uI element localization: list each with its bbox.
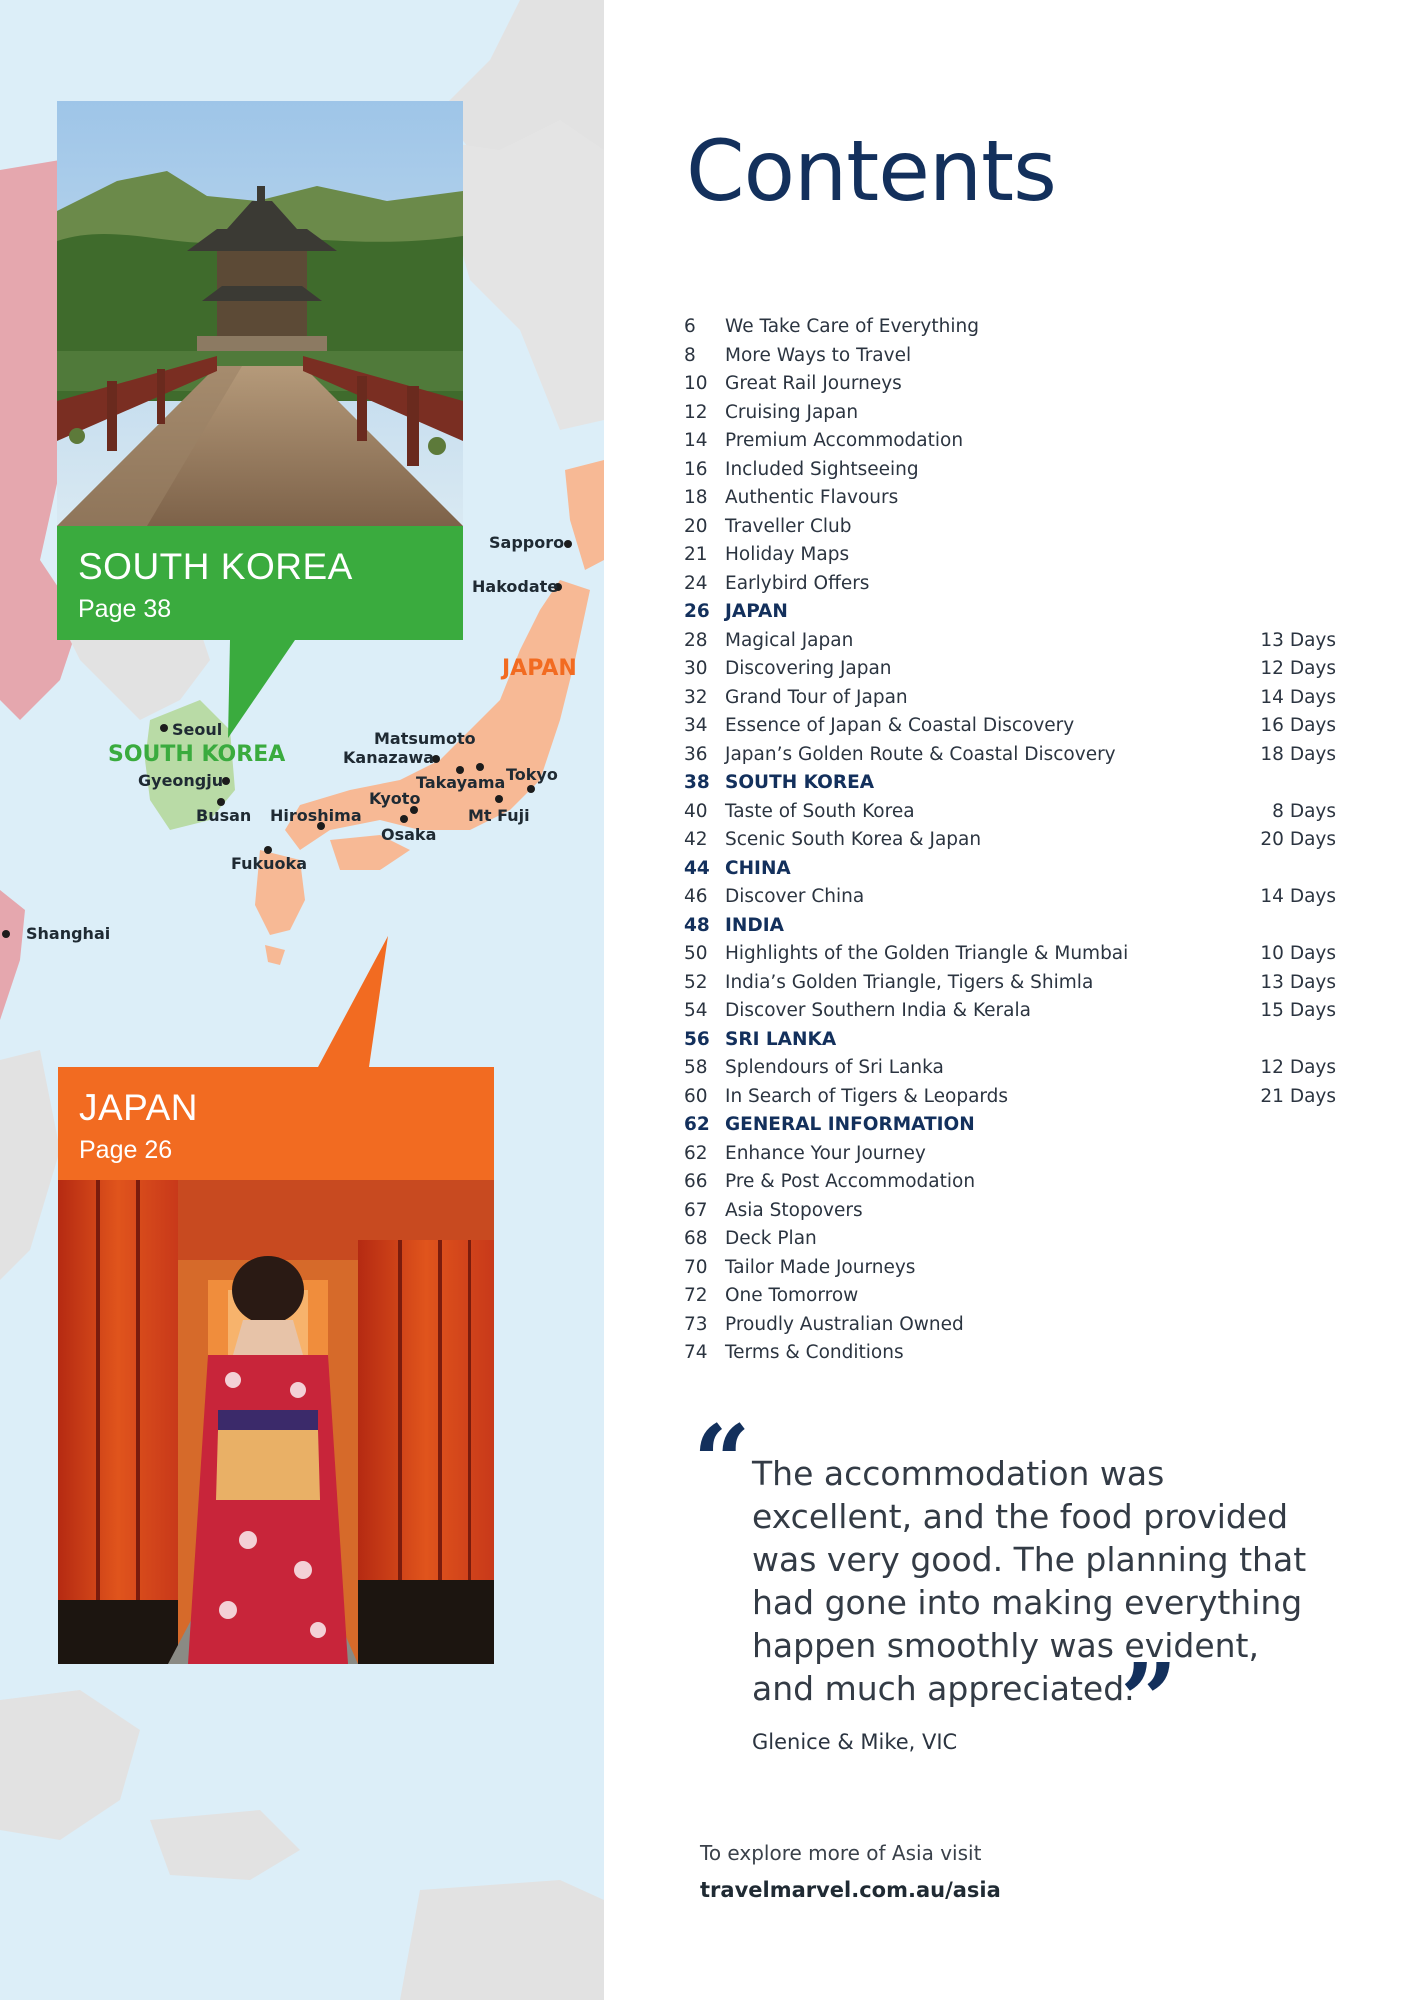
city-hakodate: Hakodate	[472, 577, 559, 596]
toc-page-number: 58	[684, 1057, 708, 1078]
testimonial-quote: The accommodation was excellent, and the food provided was very good. The planning that had gone into making everything happen smoothly was evident, and much appreciated.	[752, 1454, 1307, 1708]
toc-duration: 12 Days	[1260, 1057, 1336, 1078]
toc-duration: 16 Days	[1260, 715, 1336, 736]
orange-callout-pointer	[318, 936, 388, 1067]
toc-entry[interactable]	[684, 969, 1336, 998]
toc-entry[interactable]	[684, 1225, 1336, 1254]
map-panel	[0, 0, 604, 2000]
toc-entry-title: Taste of South Korea	[725, 800, 915, 822]
city-shanghai: Shanghai	[26, 924, 111, 943]
toc-page-number: 72	[684, 1285, 708, 1306]
toc-entry[interactable]	[684, 342, 1336, 371]
toc-entry-title: Proudly Australian Owned	[725, 1313, 964, 1335]
south-korea-callout-title: SOUTH KOREA	[78, 546, 353, 587]
land-okinawa	[265, 945, 285, 965]
toc-entry-title: Discovering Japan	[725, 658, 892, 679]
toc-entry-title: SOUTH KOREA	[725, 772, 875, 793]
toc-entry-title: GENERAL INFORMATION	[725, 1114, 975, 1135]
toc-entry[interactable]	[684, 541, 1336, 570]
toc-entry-title: Discover Southern India & Kerala	[725, 1000, 1031, 1021]
toc-entry[interactable]	[684, 513, 1336, 542]
toc-entry-title: In Search of Tigers & Leopards	[725, 1085, 1009, 1107]
toc-entry[interactable]	[684, 1140, 1336, 1169]
toc-entry[interactable]	[684, 997, 1336, 1026]
city-hiroshima: Hiroshima	[270, 806, 362, 825]
country-label-japan: JAPAN	[502, 656, 577, 681]
toc-page-number: 34	[684, 715, 708, 736]
toc-entry[interactable]	[684, 655, 1336, 684]
toc-entry-title: Premium Accommodation	[725, 430, 964, 451]
toc-page-number: 6	[684, 316, 696, 337]
dot-busan	[217, 798, 225, 806]
toc-page-number: 20	[684, 515, 708, 537]
toc-entry[interactable]	[684, 1054, 1336, 1083]
toc-page-number: 46	[684, 886, 708, 907]
toc-page-number: 18	[684, 487, 708, 508]
toc-entry-title: Asia Stopovers	[725, 1199, 863, 1221]
toc-entry-title: Discover China	[725, 886, 865, 907]
land-china-coast	[0, 890, 25, 1020]
toc-page-number: 44	[684, 857, 710, 879]
toc-page-number: 12	[684, 401, 708, 423]
city-seoul: Seoul	[172, 720, 223, 739]
torii-illustration	[58, 1180, 494, 1664]
photo-korean-pavilion	[57, 101, 463, 526]
dot-sapporo	[564, 540, 572, 548]
toc-entry[interactable]	[684, 940, 1336, 969]
toc-entry[interactable]	[684, 826, 1336, 855]
city-kanazawa: Kanazawa	[343, 748, 435, 767]
dot-tokyo	[527, 785, 535, 793]
toc-entry[interactable]	[684, 1083, 1336, 1112]
toc-entry-title: Tailor Made Journeys	[725, 1256, 916, 1278]
toc-entry-title: Earlybird Offers	[725, 572, 870, 594]
city-matsumoto: Matsumoto	[374, 729, 476, 748]
toc-entry-title: Traveller Club	[725, 515, 852, 537]
toc-section-heading[interactable]	[684, 769, 1336, 798]
toc-entry-title: SRI LANKA	[725, 1028, 837, 1050]
toc-duration: 15 Days	[1260, 1000, 1336, 1021]
toc-duration: 12 Days	[1260, 658, 1336, 679]
south-korea-callout[interactable]	[57, 526, 463, 640]
toc-entry[interactable]	[684, 570, 1336, 599]
toc-page-number: 62	[684, 1142, 708, 1164]
toc-entry-title: India’s Golden Triangle, Tigers & Shimla	[725, 971, 1094, 993]
toc-entry-title: Magical Japan	[725, 629, 854, 651]
pavilion-illustration	[57, 101, 463, 526]
toc-entry[interactable]	[684, 627, 1336, 656]
toc-entry[interactable]	[684, 399, 1336, 428]
table-of-contents	[684, 313, 1336, 1368]
japan-callout[interactable]	[58, 1067, 494, 1180]
toc-entry[interactable]	[684, 684, 1336, 713]
toc-duration: 20 Days	[1260, 829, 1336, 850]
toc-entry[interactable]	[684, 370, 1336, 399]
dot-osaka	[400, 815, 408, 823]
toc-entry-title: Terms & Conditions	[725, 1342, 904, 1363]
south-korea-callout-page: Page 38	[78, 595, 172, 623]
toc-entry-title: Cruising Japan	[725, 401, 859, 423]
toc-page-number: 8	[684, 344, 696, 366]
toc-section-heading[interactable]	[684, 598, 1336, 627]
toc-entry[interactable]	[684, 1168, 1336, 1197]
toc-page-number: 28	[684, 629, 708, 651]
city-tokyo: Tokyo	[506, 765, 558, 784]
toc-entry-title: We Take Care of Everything	[725, 316, 979, 337]
toc-duration: 21 Days	[1260, 1085, 1336, 1107]
toc-entry-title: Splendours of Sri Lanka	[725, 1057, 944, 1078]
toc-page-number: 14	[684, 430, 708, 451]
toc-page-number: 48	[684, 914, 710, 936]
toc-entry[interactable]	[684, 1197, 1336, 1226]
toc-page-number: 32	[684, 686, 708, 708]
open-quote-icon: “	[693, 1403, 751, 1521]
toc-duration: 13 Days	[1260, 971, 1336, 993]
dot-mt-fuji	[495, 795, 503, 803]
toc-entry-title: Scenic South Korea & Japan	[725, 829, 982, 850]
toc-entry-title: Great Rail Journeys	[725, 373, 902, 394]
toc-page-number: 38	[684, 772, 710, 793]
toc-page-number: 52	[684, 971, 708, 993]
toc-page-number: 54	[684, 1000, 708, 1021]
land-taiwan	[0, 1050, 60, 1280]
toc-page-number: 30	[684, 658, 708, 679]
dot-fukuoka	[264, 846, 272, 854]
toc-section-heading[interactable]	[684, 1026, 1336, 1055]
toc-entry-title: CHINA	[725, 857, 791, 879]
toc-page-number: 21	[684, 544, 708, 565]
toc-page-number: 56	[684, 1028, 710, 1050]
city-mt-fuji: Mt Fuji	[468, 806, 530, 825]
toc-entry[interactable]	[684, 1254, 1336, 1283]
japan-callout-title: JAPAN	[79, 1087, 199, 1128]
city-kyoto: Kyoto	[369, 789, 421, 808]
toc-entry-title: More Ways to Travel	[725, 344, 912, 366]
toc-page-number: 66	[684, 1171, 708, 1192]
toc-entry-title: Deck Plan	[725, 1228, 817, 1249]
toc-page-number: 26	[684, 601, 710, 622]
land-philippines	[0, 1690, 140, 1840]
toc-page-number: 70	[684, 1256, 708, 1278]
toc-entry[interactable]	[684, 798, 1336, 827]
toc-entry-title: One Tomorrow	[725, 1285, 859, 1306]
page-title: Contents	[686, 122, 1056, 220]
toc-entry-title: Enhance Your Journey	[725, 1142, 926, 1164]
toc-page-number: 68	[684, 1228, 708, 1249]
toc-entry[interactable]	[684, 883, 1336, 912]
close-quote-icon: ”	[1120, 1641, 1178, 1759]
toc-page-number: 50	[684, 943, 708, 964]
city-sapporo: Sapporo	[489, 533, 565, 552]
toc-entry-title: INDIA	[725, 914, 784, 936]
testimonial-author: Glenice & Mike, VIC	[752, 1730, 958, 1754]
toc-section-heading[interactable]	[684, 1111, 1336, 1140]
toc-entry-title: Pre & Post Accommodation	[725, 1171, 976, 1192]
toc-entry[interactable]	[684, 1339, 1336, 1368]
city-gyeongju: Gyeongju	[138, 771, 224, 790]
toc-duration: 13 Days	[1260, 629, 1336, 651]
toc-duration: 8 Days	[1272, 800, 1336, 822]
city-takayama: Takayama	[416, 773, 506, 792]
toc-entry-title: Authentic Flavours	[725, 487, 899, 508]
toc-section-heading[interactable]	[684, 855, 1336, 884]
toc-entry-title: JAPAN	[725, 601, 788, 622]
toc-page-number: 62	[684, 1114, 710, 1135]
land-hokkaido	[565, 460, 604, 570]
photo-kimono-torii	[58, 1180, 494, 1664]
toc-entry-title: Included Sightseeing	[725, 458, 919, 480]
toc-entry[interactable]	[684, 427, 1336, 456]
toc-entry[interactable]	[684, 484, 1336, 513]
toc-page-number: 36	[684, 743, 708, 765]
toc-entry-title: Japan’s Golden Route & Coastal Discovery	[725, 743, 1116, 765]
toc-page-number: 60	[684, 1085, 708, 1107]
toc-section-heading[interactable]	[684, 912, 1336, 941]
toc-entry[interactable]	[684, 456, 1336, 485]
toc-duration: 14 Days	[1260, 886, 1336, 907]
toc-duration: 10 Days	[1260, 943, 1336, 964]
visit-url-link[interactable]: travelmarvel.com.au/asia	[700, 1878, 1001, 1902]
toc-page-number: 16	[684, 458, 708, 480]
dot-matsumoto	[476, 763, 484, 771]
toc-page-number: 10	[684, 373, 708, 394]
toc-entry-title: Highlights of the Golden Triangle & Mumbai	[725, 943, 1129, 964]
toc-entry[interactable]	[684, 741, 1336, 770]
green-callout-pointer	[228, 640, 295, 738]
city-busan: Busan	[196, 806, 252, 825]
toc-page-number: 74	[684, 1342, 708, 1363]
toc-entry-title: Grand Tour of Japan	[725, 686, 908, 708]
city-fukuoka: Fukuoka	[231, 854, 307, 873]
toc-page-number: 73	[684, 1313, 708, 1335]
toc-page-number: 67	[684, 1199, 708, 1221]
toc-duration: 14 Days	[1260, 686, 1336, 708]
toc-duration: 18 Days	[1260, 743, 1336, 765]
toc-page-number: 40	[684, 800, 708, 822]
city-osaka: Osaka	[381, 825, 437, 844]
toc-entry-title: Holiday Maps	[725, 544, 850, 565]
toc-page-number: 42	[684, 829, 708, 850]
land-islands	[150, 1810, 300, 1880]
toc-entry[interactable]	[684, 313, 1336, 342]
country-label-south-korea: SOUTH KOREA	[108, 742, 286, 767]
dot-shanghai	[2, 930, 10, 938]
toc-entry-title: Essence of Japan & Coastal Discovery	[725, 715, 1075, 736]
toc-entry[interactable]	[684, 1282, 1336, 1311]
dot-seoul	[160, 724, 168, 732]
toc-page-number: 24	[684, 572, 708, 594]
japan-callout-page: Page 26	[79, 1136, 173, 1164]
toc-entry[interactable]	[684, 712, 1336, 741]
visit-text: To explore more of Asia visit	[700, 1841, 982, 1865]
dot-gyeongju	[222, 777, 230, 785]
land-islands-2	[400, 1880, 604, 2000]
toc-entry[interactable]	[684, 1311, 1336, 1340]
